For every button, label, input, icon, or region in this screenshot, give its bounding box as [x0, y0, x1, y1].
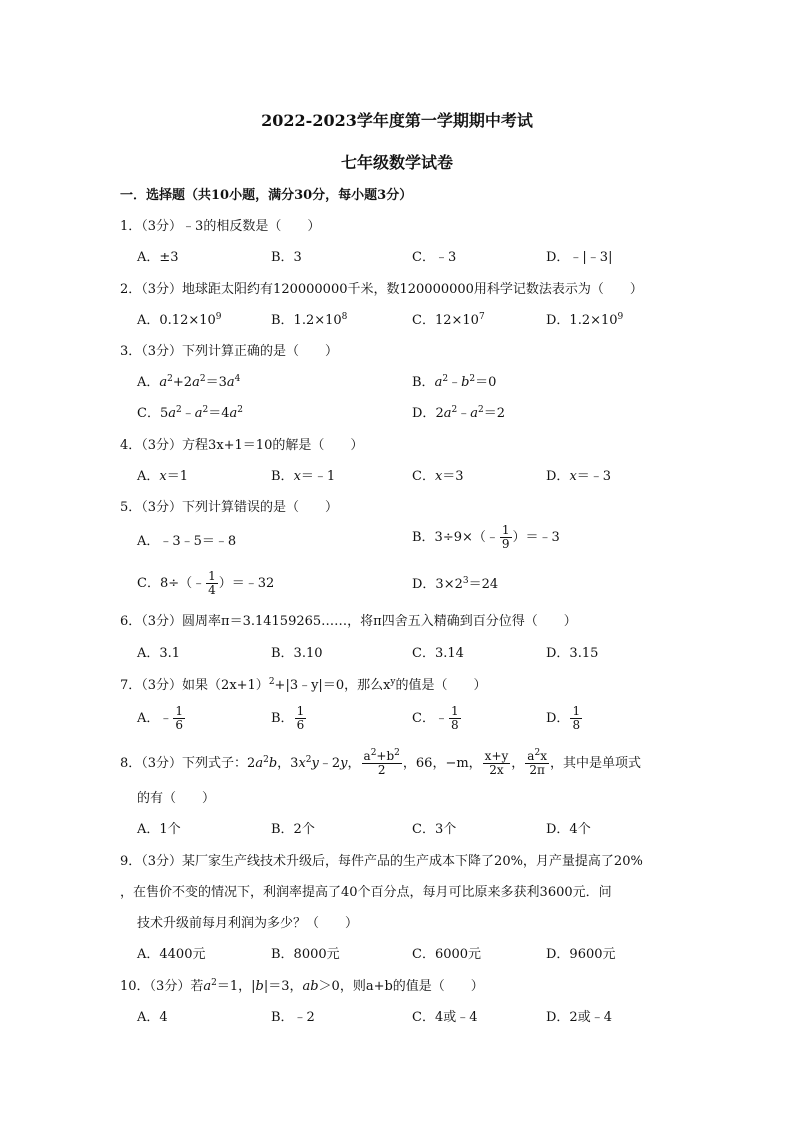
exam-title: 2022-2023学年度第一学期期中考试	[261, 111, 533, 130]
question-7-stem: 7．（3分）如果$(2x+1)^2+|3﹣y|=0$，那么$x^y$的值是（ ）	[120, 677, 487, 693]
q2-option-a: A．$0.12\times 10^9$	[137, 312, 222, 328]
question-9-line-1: 9．（3分）某厂家生产线技术升级后，每件产品的生产成本下降了20%，月产量提高了20%	[120, 854, 643, 869]
q9-option-d: D．9600元	[546, 947, 616, 962]
question-5-stem: 5．（3分）下列计算错误的是（ ）	[120, 500, 339, 515]
q9-option-b: B．8000元	[271, 947, 340, 962]
q3-option-b: B．$a^2﹣b^2=0$	[412, 374, 497, 390]
q5-option-b: B．3÷9×（﹣ $\frac{1}{9}$ ）＝﹣3	[412, 523, 560, 551]
question-3-stem: 3．（3分）下列计算正确的是（ ）	[120, 344, 339, 359]
q5-option-a: A．﹣3﹣5＝﹣8	[137, 534, 237, 549]
q7-option-c: C．﹣ $\frac{1}{8}$	[412, 704, 459, 732]
q1-option-d: D．﹣|﹣3|	[546, 250, 613, 265]
q2-option-b: B．$1.2\times 10^8$	[271, 312, 348, 328]
question-9-line-2: ，在售价不变的情况下，利润率提高了40个百分点，每月可比原来多获利3600元．问	[120, 885, 612, 900]
section-heading: 一．选择题（共10小题，满分30分，每小题3分）	[120, 188, 413, 203]
q4-option-a: A．x＝1	[137, 469, 189, 484]
question-8-stem: 8．（3分）下列式子：$2a^2b$，$3x^2y﹣2y$， $\frac{a^2+b^2}{2}$ ，66，−m， $\frac{x+y}{2x}$ ， $\frac{a^2x}{2\pi}$ ，其中是单项式	[120, 748, 641, 777]
q1-option-b: B．3	[271, 250, 302, 265]
q10-option-d: D．2或﹣4	[546, 1010, 612, 1025]
q3-option-c: C．$5a^2﹣a^2=4a^2$	[137, 405, 244, 421]
q8-option-a: A．1个	[137, 822, 181, 837]
q4-option-b: B．x＝﹣1	[271, 469, 336, 484]
q9-option-a: A．4400元	[137, 947, 206, 962]
q7-option-d: D． $\frac{1}{8}$	[546, 704, 581, 732]
question-1-stem: 1．（3分）﹣3的相反数是（ ）	[120, 219, 321, 234]
q6-option-a: A．3.1	[137, 646, 181, 661]
q10-option-c: C．4或﹣4	[412, 1010, 478, 1025]
q6-option-d: D．3.15	[546, 646, 599, 661]
question-9-line-3: 技术升级前每月利润为多少？（ ）	[137, 916, 359, 931]
q10-option-b: B．﹣2	[271, 1010, 315, 1025]
q10-option-a: A．4	[137, 1010, 168, 1025]
q6-option-c: C．3.14	[412, 646, 464, 661]
q8-option-c: C．3个	[412, 822, 457, 837]
question-10-stem: 10．（3分）若$a^2=1$，|b|＝3，ab＞0，则a+b的值是（ ）	[120, 978, 484, 994]
question-8-stem-continued: 的有（ ）	[137, 791, 216, 806]
question-4-stem: 4．（3分）方程3x+1＝10的解是（ ）	[120, 438, 364, 453]
q2-option-c: C．$12\times 10^7$	[412, 312, 485, 328]
q4-option-c: C．x＝3	[412, 469, 464, 484]
q5-option-d: D．$3\times 2^3=24$	[412, 576, 499, 592]
question-2-stem: 2．（3分）地球距太阳约有120000000千米，数120000000用科学记数法表示为（ ）	[120, 282, 643, 297]
q8-option-b: B．2个	[271, 822, 315, 837]
q7-option-a: A．﹣ $\frac{1}{6}$	[137, 704, 184, 732]
q5-option-c: C．8÷（﹣ $\frac{1}{4}$ ）＝﹣32	[137, 569, 275, 597]
q3-option-a: A．$a^2+2a^2=3a^4$	[137, 374, 241, 390]
q1-option-a: A．±3	[137, 250, 179, 265]
q4-option-d: D．x＝﹣3	[546, 469, 612, 484]
q6-option-b: B．3.10	[271, 646, 323, 661]
q3-option-d: D．$2a^2﹣a^2=2$	[412, 405, 506, 421]
q7-option-b: B． $\frac{1}{6}$	[271, 704, 305, 732]
q8-option-d: D．4个	[546, 822, 591, 837]
q2-option-d: D．$1.2\times 10^9$	[546, 312, 624, 328]
question-6-stem: 6．（3分）圆周率π＝3.14159265……，将π四舍五入精确到百分位得（ ）	[120, 614, 577, 629]
q1-option-c: C．﹣3	[412, 250, 457, 265]
q9-option-c: C．6000元	[412, 947, 482, 962]
exam-subtitle: 七年级数学试卷	[340, 153, 453, 172]
